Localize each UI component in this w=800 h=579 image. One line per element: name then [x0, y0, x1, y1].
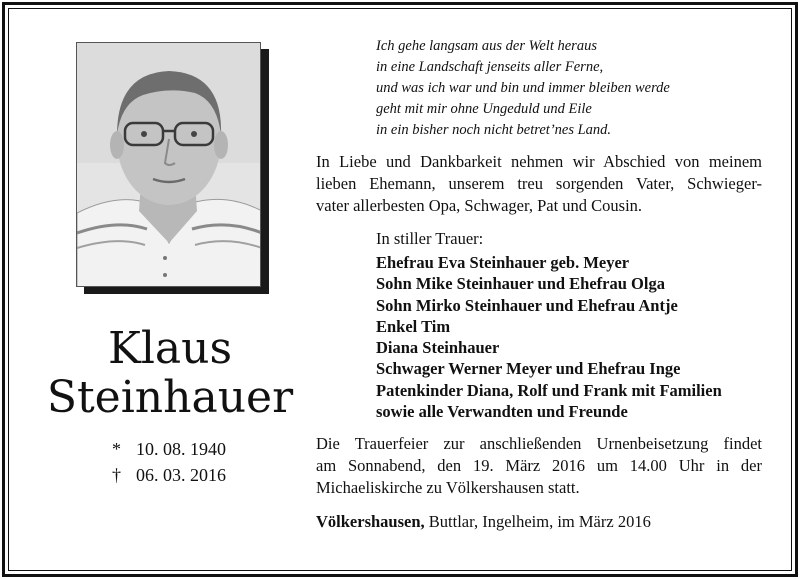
farewell-text — [316, 151, 762, 217]
mourner: Patenkinder Diana, Rolf und Frank mit Familien — [376, 380, 722, 400]
mourner: Sohn Mike Steinhauer und Ehefrau Olga — [376, 274, 665, 294]
funeral-line: Die Trauerfeier zur anschließenden Urnenbeisetzung findet — [316, 434, 762, 453]
birth-row — [112, 436, 226, 462]
mourner: Diana Steinhauer — [376, 338, 500, 358]
funeral-line: am Sonnabend, den 19. März 2016 um 14.00 Uhr in der — [316, 456, 762, 475]
mourner: Sohn Mirko Steinhauer und Ehefrau Antje — [376, 295, 678, 315]
place-and-date — [316, 511, 651, 533]
death-date: 06. 03. 2016 — [136, 465, 226, 485]
life-dates — [112, 436, 226, 488]
poem — [376, 36, 670, 141]
mourning-heading: In stiller Trauer: — [376, 229, 484, 248]
poem-line: und was ich war und bin und immer bleiben werde — [376, 80, 670, 96]
place-rest: Buttlar, Ingelheim, im März 2016 — [424, 512, 651, 531]
mourner: Enkel Tim — [376, 316, 451, 336]
funeral-info — [316, 433, 762, 499]
last-name: Steinhauer — [46, 372, 294, 423]
farewell-line: lieben Ehemann, unserem treu sorgenden Vater, Schwieger- — [316, 174, 762, 193]
farewell-line: vater allerbesten Opa, Schwager, Pat und Cousin. — [316, 196, 643, 215]
birth-star-icon: * — [112, 439, 121, 459]
place-town: Völkershausen, — [316, 512, 425, 531]
mourner: sowie alle Verwandten und Freunde — [376, 402, 628, 422]
first-name: Klaus — [107, 323, 233, 374]
poem-line: in eine Landschaft jenseits aller Ferne, — [376, 59, 604, 75]
mourners-list — [376, 252, 722, 422]
poem-line: Ich gehe langsam aus der Welt heraus — [376, 38, 597, 54]
poem-line: geht mit mir ohne Ungeduld und Eile — [376, 101, 592, 117]
funeral-line: Michaeliskirche zu Völkershausen statt. — [316, 478, 580, 497]
birth-date: 10. 08. 1940 — [136, 439, 226, 459]
farewell-line: In Liebe und Dankbarkeit nehmen wir Abschied von meinem — [316, 152, 762, 171]
death-cross-icon: † — [112, 465, 121, 485]
portrait-photo — [76, 42, 261, 287]
poem-line: in ein bisher noch nicht betret’nes Land. — [376, 122, 612, 138]
mourner: Ehefrau Eva Steinhauer geb. Meyer — [376, 253, 630, 272]
mourner: Schwager Werner Meyer und Ehefrau Inge — [376, 359, 681, 379]
death-row — [112, 462, 226, 488]
